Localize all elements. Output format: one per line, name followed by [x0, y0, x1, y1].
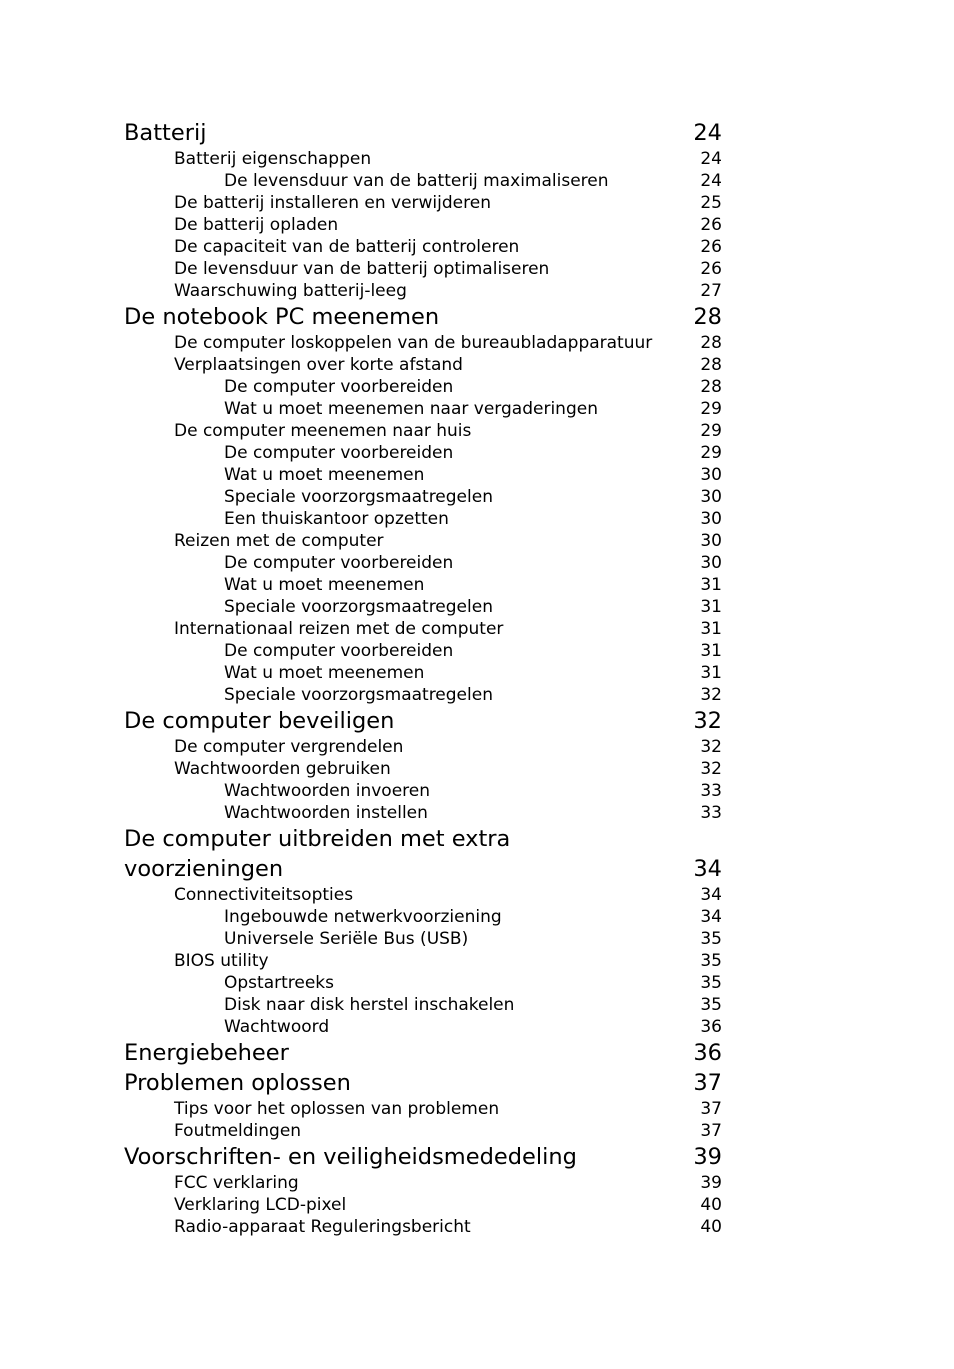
- toc-subsubheading[interactable]: [124, 994, 722, 1016]
- toc-entry-title: Wachtwoorden invoeren: [224, 781, 431, 801]
- toc-entry-title: De levensduur van de batterij maximaliseren: [224, 171, 609, 191]
- toc-entry-page-number: 31: [700, 641, 722, 661]
- toc-entry-page-number: 30: [700, 487, 722, 507]
- toc-entry-title: De computer voorbereiden: [224, 553, 454, 573]
- toc-entry-page-number: 31: [700, 663, 722, 683]
- toc-entry-title: Foutmeldingen: [174, 1121, 302, 1141]
- toc-entry-title: Waarschuwing batterij-leeg: [174, 281, 407, 301]
- toc-entry-title: Internationaal reizen met de computer: [174, 619, 504, 639]
- toc-entry-title: Radio-apparaat Reguleringsbericht: [174, 1217, 471, 1237]
- toc-entry-title: De computer uitbreiden met extra: [124, 826, 511, 852]
- toc-subsubheading[interactable]: [124, 972, 722, 994]
- toc-subheading[interactable]: [124, 950, 722, 972]
- toc-entry-title: De computer voorbereiden: [224, 377, 454, 397]
- toc-entry-page-number: 30: [700, 553, 722, 573]
- toc-entry-page-number: 29: [700, 443, 722, 463]
- toc-entry-page-number: 34: [693, 856, 722, 882]
- toc-entry-title: Speciale voorzorgsmaatregelen: [224, 487, 493, 507]
- toc-heading[interactable]: [124, 854, 722, 884]
- toc-entry-title: De computer loskoppelen van de bureaubladapparatuur: [174, 333, 653, 353]
- toc-entry-title: De computer vergrendelen: [174, 737, 404, 757]
- toc-heading-line[interactable]: [124, 824, 722, 854]
- toc-entry-title: Speciale voorzorgsmaatregelen: [224, 685, 493, 705]
- toc-subheading[interactable]: [124, 192, 722, 214]
- toc-subheading[interactable]: [124, 1098, 722, 1120]
- toc-entry-title: De computer beveiligen: [124, 708, 395, 734]
- toc-entry-page-number: 25: [700, 193, 722, 213]
- toc-subheading[interactable]: [124, 214, 722, 236]
- toc-subsubheading[interactable]: [124, 508, 722, 530]
- toc-subheading[interactable]: [124, 884, 722, 906]
- toc-entry-page-number: 28: [693, 304, 722, 330]
- toc-entry-title: De capaciteit van de batterij controleren: [174, 237, 520, 257]
- toc-entry-title: De batterij opladen: [174, 215, 339, 235]
- toc-entry-page-number: 36: [700, 1017, 722, 1037]
- toc-entry-page-number: 35: [700, 973, 722, 993]
- toc-entry-title: Batterij: [124, 120, 207, 146]
- toc-subsubheading[interactable]: [124, 1016, 722, 1038]
- toc-entry-title: Reizen met de computer: [174, 531, 384, 551]
- toc-entry-page-number: 31: [700, 575, 722, 595]
- toc-entry-page-number: 33: [700, 803, 722, 823]
- toc-subsubheading[interactable]: [124, 552, 722, 574]
- toc-subheading[interactable]: [124, 1120, 722, 1142]
- toc-heading[interactable]: [124, 1038, 722, 1068]
- toc-entry-title: Speciale voorzorgsmaatregelen: [224, 597, 493, 617]
- toc-entry-page-number: 31: [700, 619, 722, 639]
- toc-entry-page-number: 26: [700, 237, 722, 257]
- toc-entry-page-number: 27: [700, 281, 722, 301]
- toc-entry-title: Wat u moet meenemen: [224, 465, 425, 485]
- toc-entry-page-number: 29: [700, 399, 722, 419]
- toc-subsubheading[interactable]: [124, 376, 722, 398]
- toc-entry-title: Universele Seriële Bus (USB): [224, 929, 469, 949]
- toc-subheading[interactable]: [124, 280, 722, 302]
- toc-subheading[interactable]: [124, 148, 722, 170]
- toc-entry-page-number: 26: [700, 259, 722, 279]
- toc-entry-page-number: 34: [700, 885, 722, 905]
- toc-subheading[interactable]: [124, 420, 722, 442]
- toc-entry-page-number: 32: [700, 685, 722, 705]
- toc-subheading[interactable]: [124, 736, 722, 758]
- toc-subsubheading[interactable]: [124, 574, 722, 596]
- toc-entry-page-number: 28: [700, 333, 722, 353]
- toc-subheading[interactable]: [124, 758, 722, 780]
- toc-entry-title: Verklaring LCD-pixel: [174, 1195, 347, 1215]
- toc-entry-title: Disk naar disk herstel inschakelen: [224, 995, 515, 1015]
- toc-subheading[interactable]: [124, 1194, 722, 1216]
- toc-entry-title: Wachtwoord: [224, 1017, 330, 1037]
- toc-subheading[interactable]: [124, 1172, 722, 1194]
- toc-entry-page-number: 31: [700, 597, 722, 617]
- toc-entry-page-number: 39: [700, 1173, 722, 1193]
- toc-subheading[interactable]: [124, 618, 722, 640]
- toc-entry-page-number: 36: [693, 1040, 722, 1066]
- toc-entry-title: Ingebouwde netwerkvoorziening: [224, 907, 502, 927]
- toc-entry-title: Wachtwoorden instellen: [224, 803, 428, 823]
- toc-subsubheading[interactable]: [124, 398, 722, 420]
- toc-entry-title: De levensduur van de batterij optimaliseren: [174, 259, 550, 279]
- toc-entry-page-number: 35: [700, 995, 722, 1015]
- toc-entry-page-number: 35: [700, 929, 722, 949]
- toc-heading[interactable]: [124, 302, 722, 332]
- toc-entry-title: De batterij installeren en verwijderen: [174, 193, 491, 213]
- toc-entry-title: BIOS utility: [174, 951, 269, 971]
- toc-subheading[interactable]: [124, 258, 722, 280]
- toc-entry-page-number: 30: [700, 531, 722, 551]
- toc-subsubheading[interactable]: [124, 684, 722, 706]
- toc-subheading[interactable]: [124, 354, 722, 376]
- toc-entry-title: Opstartreeks: [224, 973, 335, 993]
- toc-entry-page-number: 24: [700, 149, 722, 169]
- toc-subheading[interactable]: [124, 332, 722, 354]
- toc-subsubheading[interactable]: [124, 802, 722, 824]
- toc-entry-title: Batterij eigenschappen: [174, 149, 372, 169]
- toc-subsubheading[interactable]: [124, 640, 722, 662]
- toc-heading[interactable]: [124, 1068, 722, 1098]
- toc-subheading[interactable]: [124, 1216, 722, 1238]
- toc-entry-title: De computer voorbereiden: [224, 443, 454, 463]
- toc-entry-page-number: 32: [693, 708, 722, 734]
- toc-entry-title: Wat u moet meenemen naar vergaderingen: [224, 399, 598, 419]
- toc-entry-page-number: 37: [700, 1099, 722, 1119]
- toc-subsubheading[interactable]: [124, 662, 722, 684]
- toc-subsubheading[interactable]: [124, 486, 722, 508]
- toc-entry-page-number: 32: [700, 759, 722, 779]
- toc-entry-title: Voorschriften- en veiligheidsmededeling: [124, 1144, 577, 1170]
- toc-entry-title: De computer meenemen naar huis: [174, 421, 472, 441]
- toc-entry-page-number: 39: [693, 1144, 722, 1170]
- toc-subsubheading[interactable]: [124, 170, 722, 192]
- toc-entry-page-number: 29: [700, 421, 722, 441]
- toc-entry-page-number: 37: [693, 1070, 722, 1096]
- toc-subsubheading[interactable]: [124, 906, 722, 928]
- toc-entry-title: Wat u moet meenemen: [224, 663, 425, 683]
- toc-entry-page-number: 26: [700, 215, 722, 235]
- toc-entry-page-number: 32: [700, 737, 722, 757]
- toc-entry-title: De computer voorbereiden: [224, 641, 454, 661]
- toc-entry-title: Connectiviteitsopties: [174, 885, 354, 905]
- toc-entry-page-number: 37: [700, 1121, 722, 1141]
- toc-heading[interactable]: [124, 706, 722, 736]
- toc-entry-page-number: 40: [700, 1217, 722, 1237]
- toc-subsubheading[interactable]: [124, 442, 722, 464]
- toc-entry-page-number: 34: [700, 907, 722, 927]
- toc-subsubheading[interactable]: [124, 928, 722, 950]
- toc-subsubheading[interactable]: [124, 464, 722, 486]
- toc-entry-page-number: 40: [700, 1195, 722, 1215]
- toc-entry-title: Wachtwoorden gebruiken: [174, 759, 391, 779]
- toc-entry-title: FCC verklaring: [174, 1173, 299, 1193]
- toc-subheading[interactable]: [124, 530, 722, 552]
- toc-entry-page-number: 33: [700, 781, 722, 801]
- toc-entry-page-number: 24: [700, 171, 722, 191]
- toc-subheading[interactable]: [124, 236, 722, 258]
- toc-entry-page-number: 30: [700, 465, 722, 485]
- toc-entry-title: Problemen oplossen: [124, 1070, 351, 1096]
- toc-heading[interactable]: [124, 1142, 722, 1172]
- toc-entry-page-number: 30: [700, 509, 722, 529]
- toc-entry-page-number: 28: [700, 377, 722, 397]
- toc-entry-title: Tips voor het oplossen van problemen: [174, 1099, 500, 1119]
- toc-heading[interactable]: [124, 118, 722, 148]
- toc-entry-title: Energiebeheer: [124, 1040, 289, 1066]
- toc-entry-title: Verplaatsingen over korte afstand: [174, 355, 463, 375]
- toc-entry-title: Een thuiskantoor opzetten: [224, 509, 449, 529]
- table-of-contents: [124, 118, 722, 1238]
- toc-entry-page-number: 24: [693, 120, 722, 146]
- toc-entry-page-number: 35: [700, 951, 722, 971]
- toc-subsubheading[interactable]: [124, 596, 722, 618]
- toc-entry-page-number: 28: [700, 355, 722, 375]
- toc-entry-title-continued: voorzieningen: [124, 856, 284, 882]
- toc-entry-title: Wat u moet meenemen: [224, 575, 425, 595]
- toc-subsubheading[interactable]: [124, 780, 722, 802]
- toc-entry-title: De notebook PC meenemen: [124, 304, 440, 330]
